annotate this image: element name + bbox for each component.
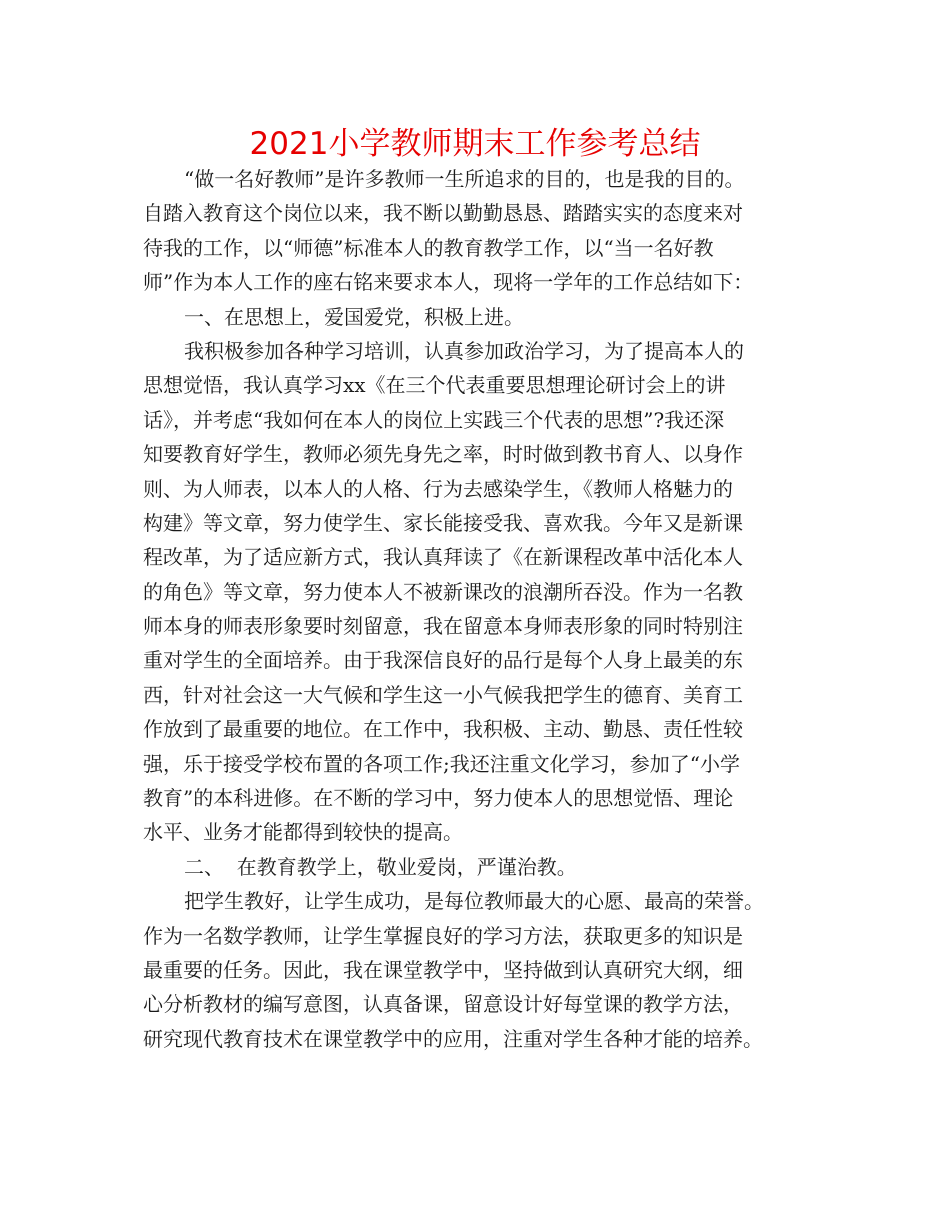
paragraph-line: 作为一名数学教师，让学生掌握良好的学习方法，获取更多的知识是 [143, 923, 743, 948]
paragraph-line: 西，针对社会这一大气候和学生这一小气候我把学生的德育、美育工 [143, 682, 743, 707]
section-heading: 一、在思想上，爱国爱党，积极上进。 [184, 304, 524, 329]
paragraph-line: 构建》等文章，努力使学生、家长能接受我、喜欢我。今年又是新课 [143, 510, 743, 535]
paragraph-line: “做一名好教师”是许多教师一生所追求的目的，也是我的目的。 [184, 167, 745, 191]
document-title: 2021小学教师期末工作参考总结 [249, 126, 701, 162]
paragraph-line: 话》，并考虑“我如何在本人的岗位上实践三个代表的思想”?我还深 [143, 407, 725, 432]
paragraph-line: 师本身的师表形象要时刻留意，我在留意本身师表形象的同时特别注 [143, 614, 743, 639]
section-heading: 二、 在教育教学上，敬业爱岗，严谨治教。 [184, 854, 577, 879]
paragraph-line: 把学生教好，让学生成功，是每位教师最大的心愿、最高的荣誉。 [184, 889, 764, 914]
paragraph-line: 教育”的本科进修。在不断的学习中，努力使本人的思想觉悟、理论 [143, 786, 734, 811]
paragraph-line: 心分析教材的编写意图，认真备课，留意设计好每堂课的教学方法， [143, 992, 743, 1017]
paragraph-line: 重对学生的全面培养。由于我深信良好的品行是每个人身上最美的东 [143, 648, 743, 673]
paragraph-line: 知要教育好学生，教师必须先身先之率，时时做到教书育人、以身作 [143, 442, 743, 467]
paragraph-line: 思想觉悟，我认真学习xx《在三个代表重要思想理论研讨会上的讲 [143, 373, 726, 398]
paragraph-line: 强，乐于接受学校布置的各项工作;我还注重文化学习，参加了“小学 [143, 751, 740, 776]
paragraph-line: 水平、业务才能都得到较快的提高。 [143, 820, 463, 845]
paragraph-line: 程改革，为了适应新方式，我认真拜读了《在新课程改革中活化本人 [143, 545, 743, 570]
paragraph-line: 的角色》等文章，努力使本人不被新课改的浪潮所吞没。作为一名教 [143, 579, 743, 604]
paragraph-line: 研究现代教育技术在课堂教学中的应用，注重对学生各种才能的培养。 [143, 1026, 763, 1051]
paragraph-line: 待我的工作，以“师德”标准本人的教育教学工作，以“当一名好教 [143, 235, 714, 260]
document-body [143, 162, 843, 1056]
paragraph-line: 则、为人师表，以本人的人格、行为去感染学生，《教师人格魅力的 [143, 476, 733, 501]
paragraph-line: 我积极参加各种学习培训，认真参加政治学习，为了提高本人的 [184, 338, 744, 363]
paragraph-line: 自踏入教育这个岗位以来，我不断以勤勤恳恳、踏踏实实的态度来对 [143, 201, 743, 226]
paragraph-line: 师”作为本人工作的座右铭来要求本人，现将一学年的工作总结如下： [143, 270, 754, 295]
paragraph-line: 最重要的任务。因此，我在课堂教学中，坚持做到认真研究大纲，细 [143, 957, 743, 982]
paragraph-line: 作放到了最重要的地位。在工作中，我积极、主动、勤恳、责任性较 [143, 717, 743, 742]
